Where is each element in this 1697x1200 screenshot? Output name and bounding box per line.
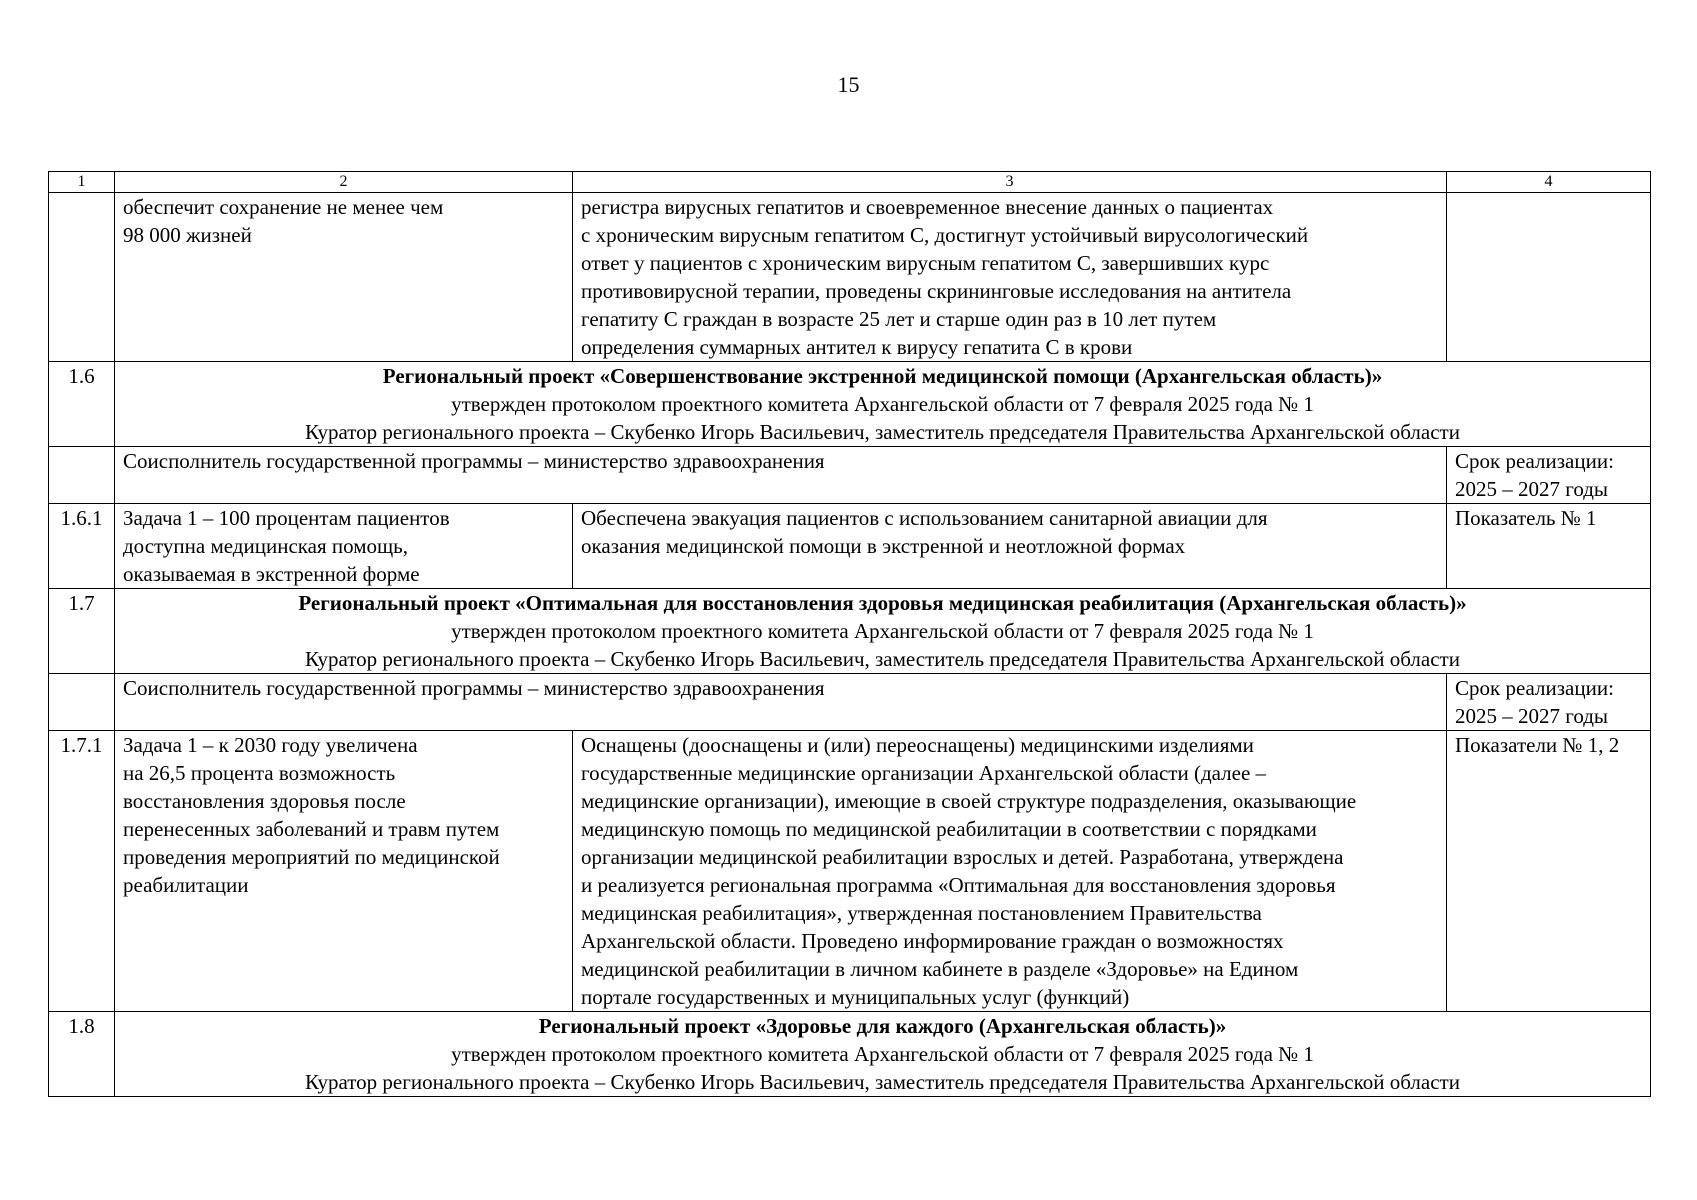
project-header-cell <box>115 1012 1651 1097</box>
task-row <box>49 731 1651 1012</box>
indicator-cell: Показатели № 1, 2 <box>1447 731 1651 1012</box>
coexecutor-cell: Соисполнитель государственной программы – министерство здравоохранения <box>115 447 1447 504</box>
project-approval: утвержден протоколом проектного комитета Архангельской области от 7 февраля 2025 года № 1 <box>451 619 1314 643</box>
project-header-cell <box>115 589 1651 674</box>
empty-cell <box>49 674 115 731</box>
term-cell: Срок реализации: 2025 – 2027 годы <box>1447 674 1651 731</box>
continuation-indicator-cell <box>1447 193 1651 362</box>
column-number-3: 3 <box>573 172 1447 193</box>
project-approval: утвержден протоколом проектного комитета Архангельской области от 7 февраля 2025 года № 1 <box>451 392 1314 416</box>
project-number: 1.8 <box>49 1012 115 1097</box>
project-header-row <box>49 589 1651 674</box>
project-number: 1.6 <box>49 362 115 447</box>
task-cell: Задача 1 – 100 процентам пациентов доступна медицинская помощь, оказываемая в экстренной форме <box>115 504 573 589</box>
project-header-row <box>49 362 1651 447</box>
project-curator: Куратор регионального проекта – Скубенко Игорь Васильевич, заместитель председателя Правительства Архангельской области <box>305 1070 1460 1094</box>
task-row <box>49 504 1651 589</box>
coexecutor-row <box>49 674 1651 731</box>
project-curator: Куратор регионального проекта – Скубенко Игорь Васильевич, заместитель председателя Правительства Архангельской области <box>305 647 1460 671</box>
task-number: 1.6.1 <box>49 504 115 589</box>
project-header-row <box>49 1012 1651 1097</box>
page-number: 15 <box>837 72 860 97</box>
column-number-1: 1 <box>49 172 115 193</box>
result-cell: Оснащены (дооснащены и (или) переоснащены) медицинскими изделиями государственные медицинские организации Архангельской области (далее – медицинские организации), имеющие в своей структуре подразделения, оказывающие медицинскую помощь по медицинской реабилитации в соответствии с порядками организации медицинской реабилитации взрослых и детей. Разработана, утверждена и реализуется региональная программа «Оптимальная для восстановления здоровья медицинская реабилитация», утвержденная постановлением Правительства Архангельской области. Проведено информирование граждан о возможностях медицинской реабилитации в личном кабинете в разделе «Здоровье» на Едином портале государственных и муниципальных услуг (функций) <box>573 731 1447 1012</box>
empty-cell <box>49 447 115 504</box>
continuation-result-cell: регистра вирусных гепатитов и своевременное внесение данных о пациентах с хроническим вирусным гепатитом С, достигнут устойчивый вирусологический ответ у пациентов с хроническим вирусным гепатитом С, завершивших курс противовирусной терапии, проведены скрининговые исследования на антитела гепатиту С граждан в возрасте 25 лет и старше один раз в 10 лет путем определения суммарных антител к вирусу гепатита С в крови <box>573 193 1447 362</box>
project-header-cell <box>115 362 1651 447</box>
project-title: Региональный проект «Оптимальная для восстановления здоровья медицинская реабилитация (Архангельская область)» <box>298 591 1467 615</box>
project-curator: Куратор регионального проекта – Скубенко Игорь Васильевич, заместитель председателя Правительства Архангельской области <box>305 420 1460 444</box>
task-number: 1.7.1 <box>49 731 115 1012</box>
program-table <box>48 171 1651 1097</box>
continuation-num-cell <box>49 193 115 362</box>
result-cell: Обеспечена эвакуация пациентов с использованием санитарной авиации для оказания медицинской помощи в экстренной и неотложной формах <box>573 504 1447 589</box>
term-cell: Срок реализации: 2025 – 2027 годы <box>1447 447 1651 504</box>
column-number-2: 2 <box>115 172 573 193</box>
project-title: Региональный проект «Здоровье для каждого (Архангельская область)» <box>538 1014 1227 1038</box>
column-number-row <box>49 172 1651 193</box>
project-number: 1.7 <box>49 589 115 674</box>
project-approval: утвержден протоколом проектного комитета Архангельской области от 7 февраля 2025 года № 1 <box>451 1042 1314 1066</box>
coexecutor-row <box>49 447 1651 504</box>
continuation-task-cell: обеспечит сохранение не менее чем 98 000 жизней <box>115 193 573 362</box>
indicator-cell: Показатель № 1 <box>1447 504 1651 589</box>
project-title: Региональный проект «Совершенствование экстренной медицинской помощи (Архангельская область)» <box>382 364 1383 388</box>
continuation-row <box>49 193 1651 362</box>
task-cell: Задача 1 – к 2030 году увеличена на 26,5 процента возможность восстановления здоровья после перенесенных заболеваний и травм путем проведения мероприятий по медицинской реабилитации <box>115 731 573 1012</box>
coexecutor-cell: Соисполнитель государственной программы – министерство здравоохранения <box>115 674 1447 731</box>
column-number-4: 4 <box>1447 172 1651 193</box>
